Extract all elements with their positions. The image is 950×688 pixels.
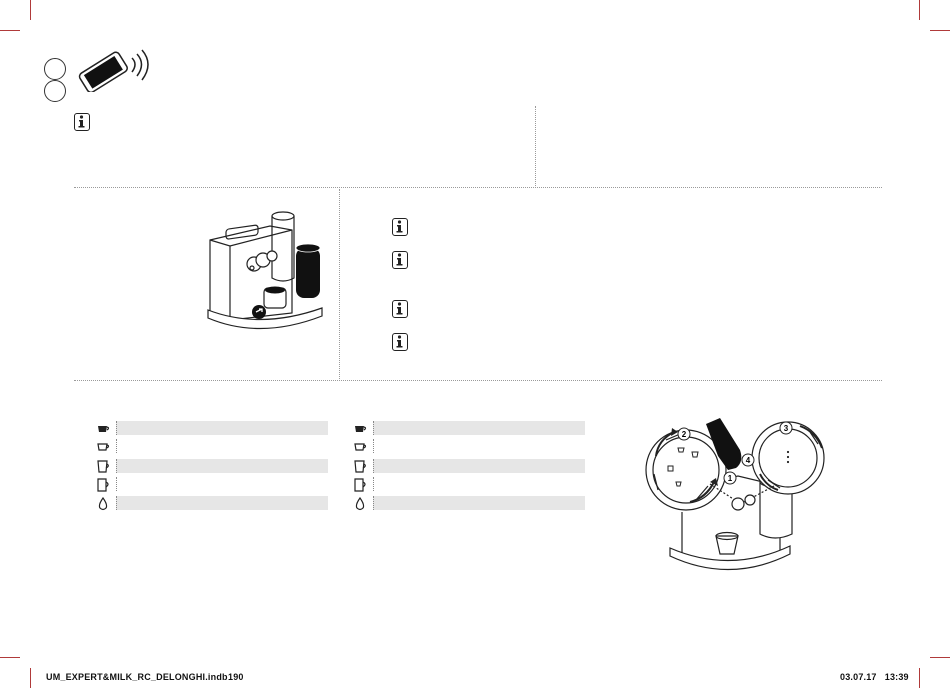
row-divider [373,477,374,491]
americano-cup-icon [353,478,367,497]
info-icon [392,218,408,236]
callout-number: 4 [745,456,751,465]
crop-mark [930,30,950,31]
crop-mark [919,0,920,20]
column-divider [339,189,340,379]
row-bar [116,496,328,510]
table-row [347,496,585,510]
smartphone-bluetooth-icon [72,48,158,97]
row-divider [116,496,117,510]
crop-mark [0,30,20,31]
row-divider [116,439,117,453]
machine-illustration [200,208,330,343]
row-bar [373,421,585,435]
water-drop-icon [96,497,110,516]
crop-mark [0,657,20,658]
crop-mark [930,657,950,658]
americano-cup-icon [96,478,110,497]
info-icon [74,113,90,131]
volume-table-right [347,420,585,516]
step-circle [44,58,66,80]
row-divider [116,477,117,491]
programming-illustration [640,416,840,583]
callout-number: 2 [681,430,687,439]
footer-page-number: 190 [228,672,244,682]
crop-mark [919,668,920,688]
table-row [90,439,328,453]
volume-table-left [90,420,328,516]
table-row [90,496,328,510]
row-bar [373,496,585,510]
row-divider [373,421,374,435]
column-divider [535,106,536,186]
row-divider [373,439,374,453]
callout-number: 1 [727,474,733,483]
row-divider [373,459,374,473]
info-icon [392,251,408,269]
table-row [347,421,585,435]
row-bar [373,459,585,473]
water-drop-icon [353,497,367,516]
info-icon [392,300,408,318]
footer-timestamp: 03.07.17 13:39 [840,672,909,682]
espresso-cup-icon [96,440,110,458]
row-divider [373,496,374,510]
ristretto-cup-icon [353,422,367,440]
ristretto-cup-icon [96,422,110,440]
table-row [347,477,585,491]
section-divider [74,187,882,188]
section-divider [74,380,882,381]
row-divider [116,459,117,473]
step-circle [44,80,66,102]
callout-number: 3 [783,424,789,433]
table-row [90,459,328,473]
row-bar [116,421,328,435]
row-divider [116,421,117,435]
crop-mark [30,0,31,20]
crop-mark [30,668,31,688]
table-row [347,439,585,453]
info-icon [392,333,408,351]
espresso-cup-icon [353,440,367,458]
table-row [347,459,585,473]
footer-filename: UM_EXPERT&MILK_RC_DELONGHI.indb [46,672,228,682]
table-row [90,421,328,435]
table-row [90,477,328,491]
row-bar [116,459,328,473]
